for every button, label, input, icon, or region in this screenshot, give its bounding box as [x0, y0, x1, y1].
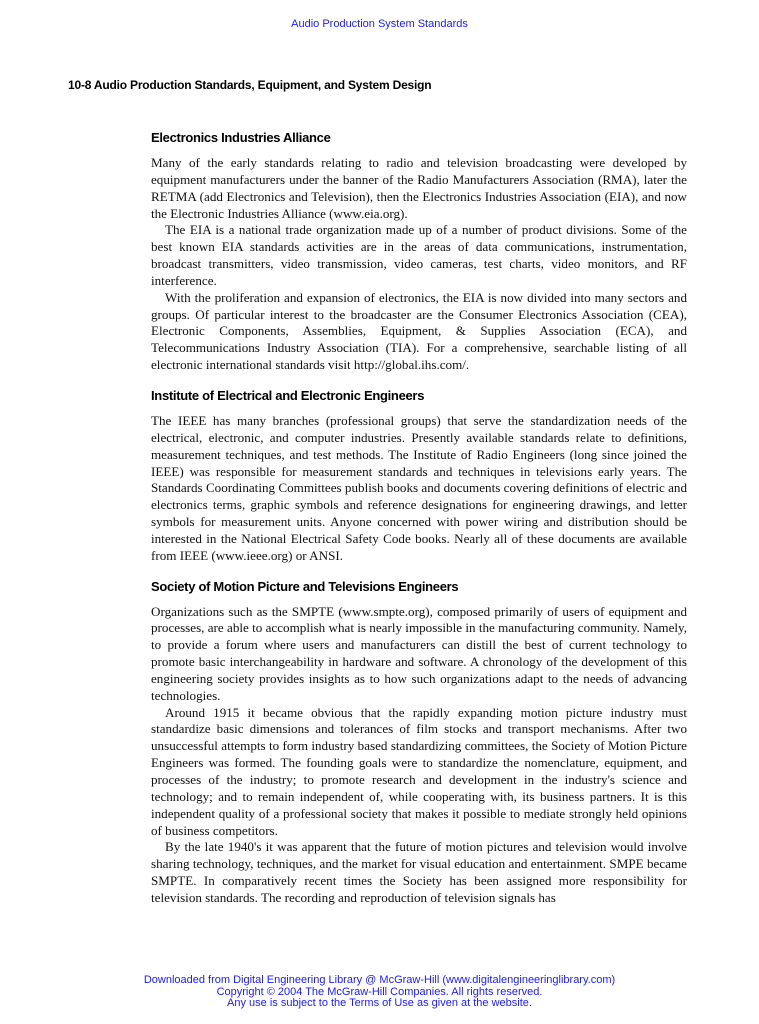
paragraph: Many of the early standards relating to radio and television broadcasting were developed by equipment manufacturers under the banner of the Radio Manufacturers Association (RMA), later the RETMA (add Electronics and Television), then the Electronics Industries Association (EIA), and now the Electronic Industries Alliance (www.eia.org). [151, 155, 687, 221]
footer [0, 975, 759, 1010]
chapter-title-link[interactable]: Audio Production System Standards [291, 18, 468, 30]
section-title-eia: Electronics Industries Alliance [151, 130, 331, 145]
paragraph: Organizations such as the SMPTE (www.smpte.org), composed primarily of users of equipment and processes, are able to accomplish what is nearly impossible in the manufacturing community. Namely, to provide a forum where users and manufacturers can distill the best of current technology to promote basic interchangeability in hardware and software. A chronology of the development of this engineering society provides insights as to how such organizations adapt to the needs of advancing technologies. [151, 603, 687, 703]
section-eia [151, 130, 687, 374]
section-smpte [151, 579, 687, 907]
page-body [151, 130, 687, 907]
paragraph: The EIA is a national trade organization made up of a number of product divisions. Some of the best known EIA standards activities are in the areas of data communications, instrumentation, broadcast transmitters, video transmission, video cameras, test charts, video monitors, and RF interference. [151, 222, 687, 288]
paragraph: With the proliferation and expansion of electronics, the EIA is now divided into many sectors and groups. Of particular interest to the broadcaster are the Consumer Electronics Association (CEA), Electronic Components, Assemblies, Equipment, & Supplies Association (ECA), and Telecommunications Industry Association (TIA). For a comprehensive, searchable listing of all electronic international standards visit http://global.ihs.com/. [151, 289, 687, 373]
footer-library-link[interactable]: Downloaded from Digital Engineering Library @ McGraw-Hill (www.digitalengineeringlibrary.com) [143, 974, 616, 986]
paragraph: The IEEE has many branches (professional groups) that serve the standardization needs of the electrical, electronic, and computer industries. Presently available standards relate to definitions, measurement techniques, and test methods. The Institute of Radio Engineers (long since joined the IEEE) was responsible for measurement standards and techniques in televisions early years. The Standards Coordinating Committees publish books and documents covering definitions of electric and electronics terms, graphic symbols and reference designations for engineering drawings, and letter symbols for measurement units. Anyone concerned with power wiring and distribution should be interested in the National Electrical Safety Code books. Nearly all of these documents are available from IEEE (www.ieee.org) or ANSI. [151, 412, 687, 563]
paragraph: By the late 1940's it was apparent that the future of motion pictures and television would involve sharing technology, techniques, and the market for visual education and entertainment. SMPE became SMPTE. In comparatively recent times the Society has been assigned more responsibility for television standards. The recording and reproduction of television signals has [151, 839, 687, 905]
footer-copyright-link[interactable]: Copyright © 2004 The McGraw-Hill Companies. All rights reserved. [216, 985, 543, 998]
running-head: 10-8 Audio Production Standards, Equipment, and System Design [68, 78, 432, 92]
section-ieee [151, 388, 687, 565]
section-title-ieee: Institute of Electrical and Electronic Engineers [151, 387, 425, 403]
section-title-smpte: Society of Motion Picture and Televisions Engineers [151, 578, 459, 594]
footer-terms-link[interactable]: Any use is subject to the Terms of Use as given at the website. [227, 997, 532, 1009]
paragraph: Around 1915 it became obvious that the rapidly expanding motion picture industry must standardize basic dimensions and tolerances of film stocks and transport mechanisms. After two unsuccessful attempts to form industry based standardizing committees, the Society of Motion Picture Engineers was formed. The founding goals were to standardize the nomenclature, equipment, and processes of the industry; to promote research and development in the industry's science and technology; and to remain independent of, while cooperating with, its business partners. It is this independent quality of a professional society that makes it possible to mediate strongly held opinions of business competitors. [151, 704, 687, 838]
